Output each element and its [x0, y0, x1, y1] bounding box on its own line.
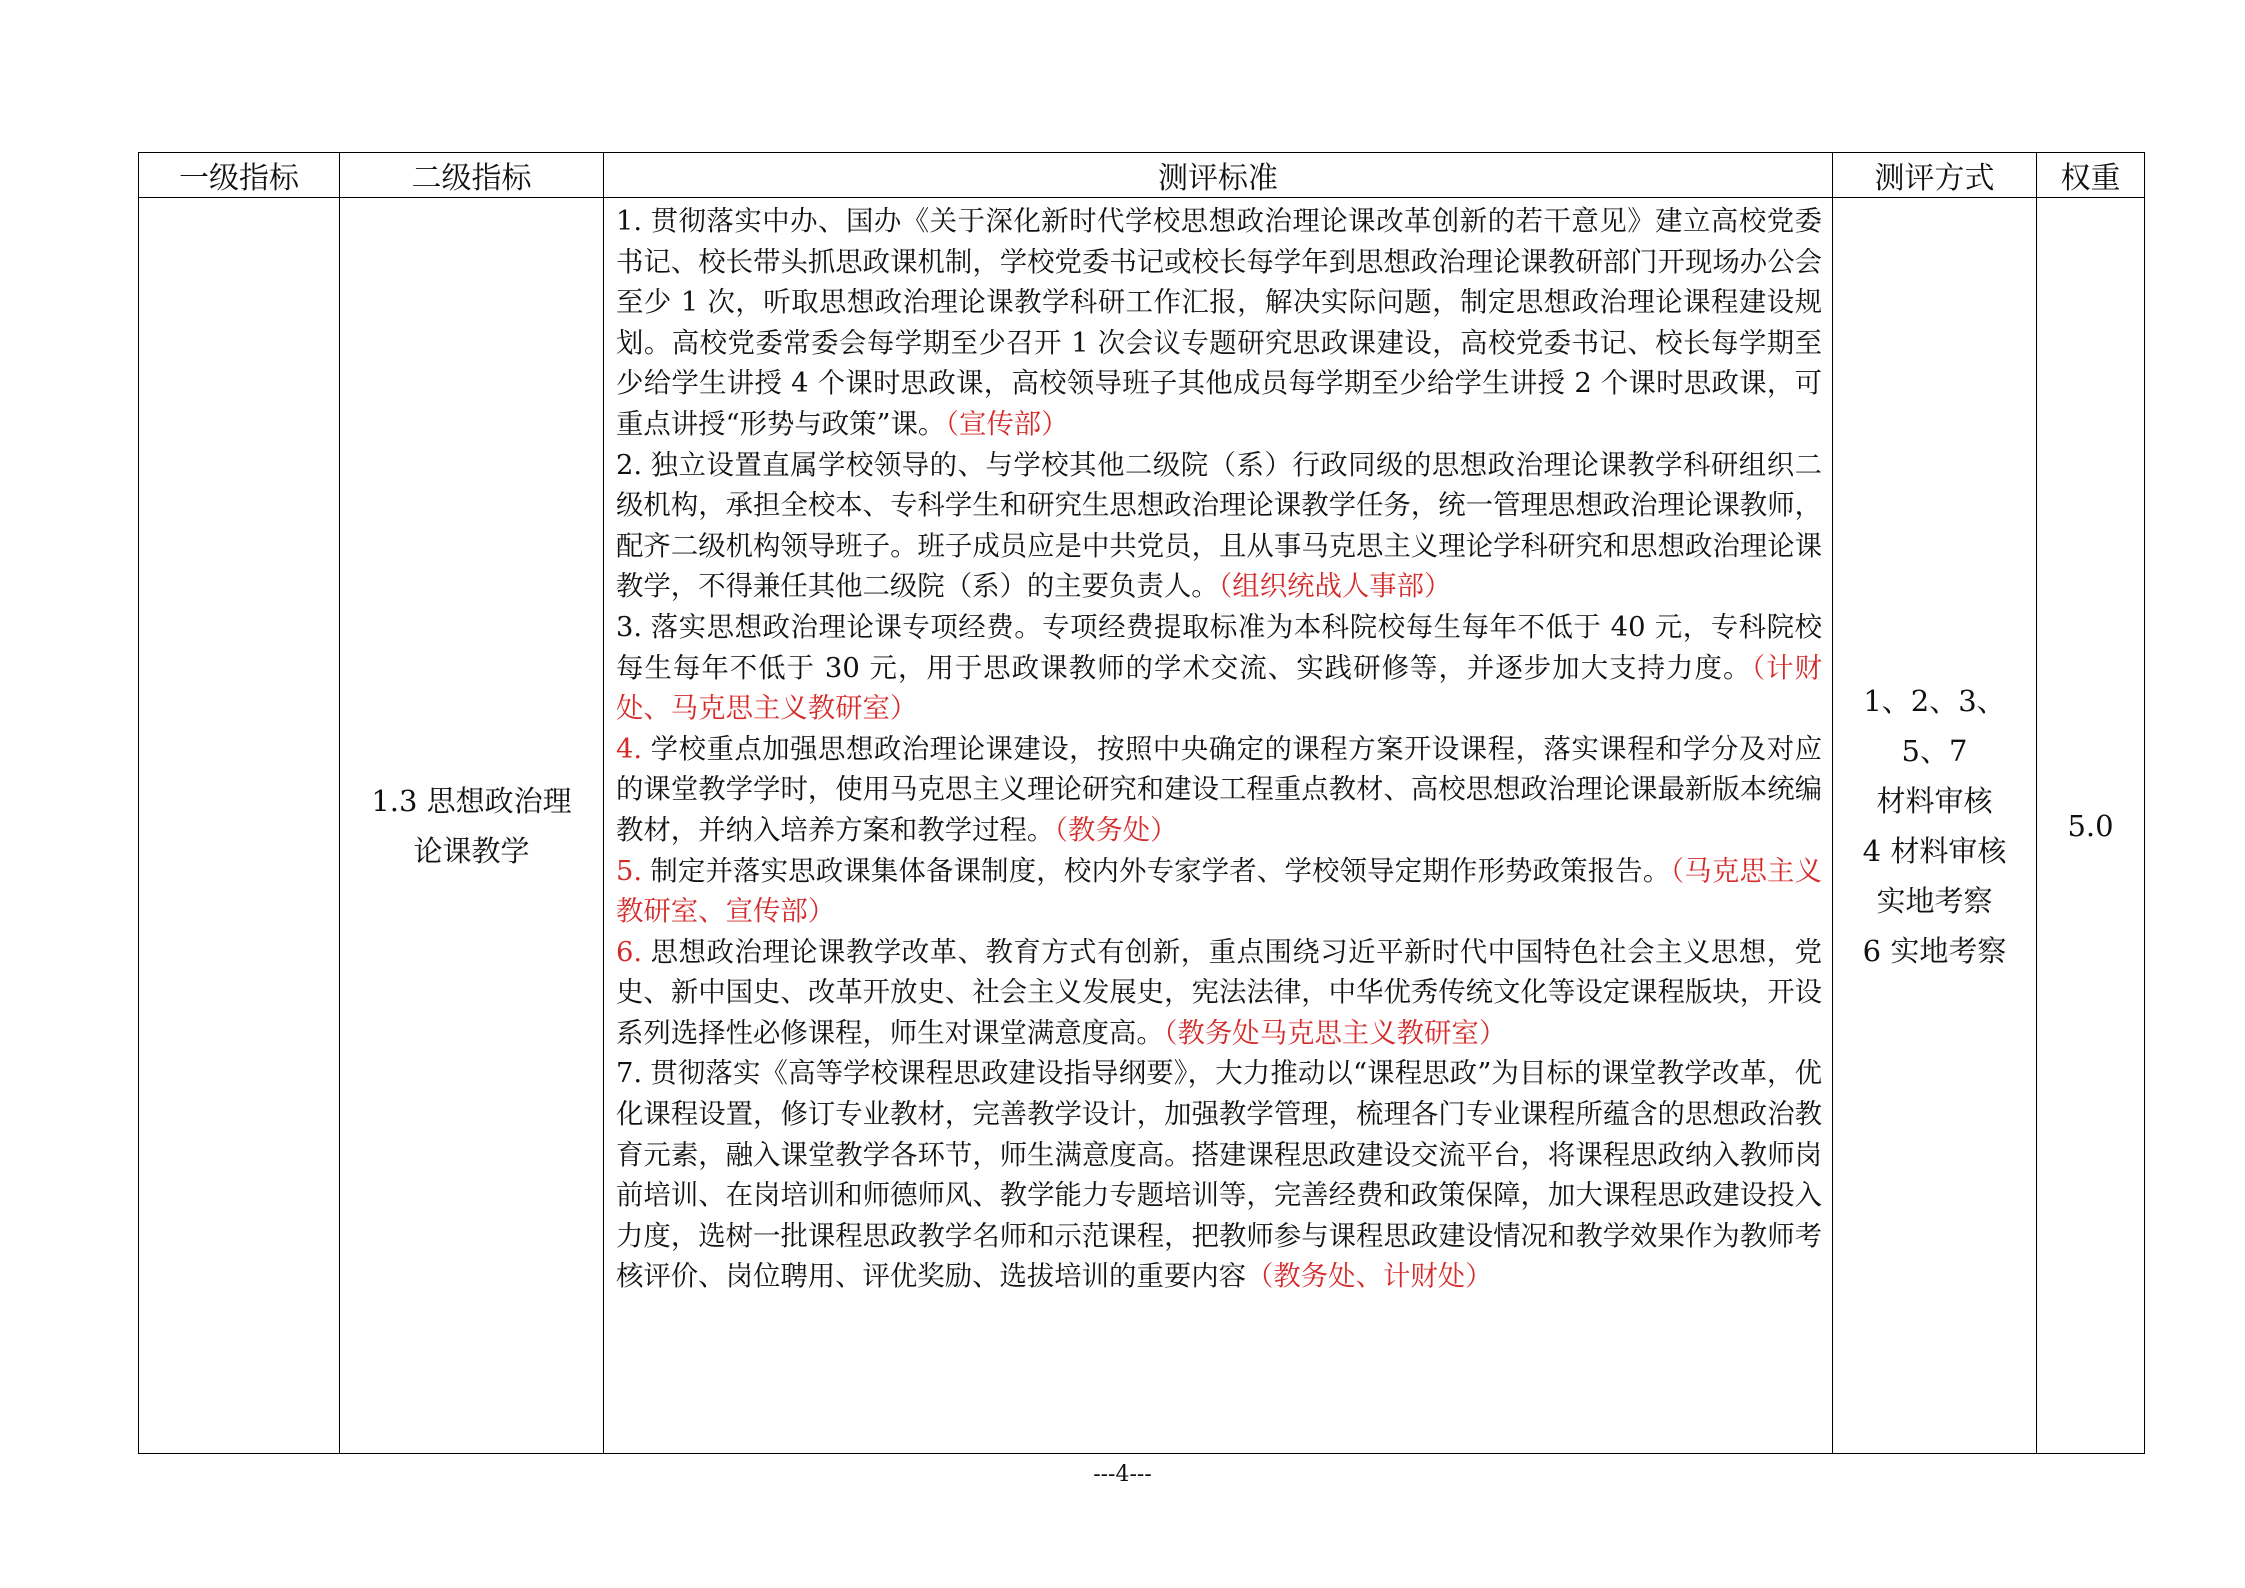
- table-row: [139, 198, 2145, 1454]
- item-department: （教务处）: [1054, 814, 1178, 846]
- table-header-row: [139, 153, 2145, 198]
- standard-item: [616, 933, 1822, 1055]
- item-text: 学校重点加强思想政治理论课建设，按照中央确定的课程方案开设课程，落实课程和学分及对应的课堂教学学时，使用马克思主义理论研究和建设工程重点教材、高校思想政治理论课最新版本统编教材，并纳入培养方案和教学过程。: [616, 733, 1822, 846]
- standard-item: [616, 730, 1822, 852]
- weight-cell: 5.0: [2037, 198, 2145, 1454]
- header-level1: 一级指标: [139, 153, 340, 198]
- item-text: 贯彻落实中办、国办《关于深化新时代学校思想政治理论课改革创新的若干意见》建立高校党委书记、校长带头抓思政课机制，学校党委书记或校长每学年到思想政治理论课教研部门开现场办公会至少 1 次，听取思想政治理论课教学科研工作汇报，解决实际问题，制定思想政治理论课程建设规划。高校党委常委会每学期至少召开 1 次会议专题研究思政课建设，高校党委书记、校长每学期至少给学生讲授 4 个课时思政课，高校领导班子其他成员每学期至少给学生讲授 2 个课时思政课，可重点讲授“形势与政策”课。: [616, 206, 1822, 440]
- header-weight: 权重: [2037, 153, 2145, 198]
- item-text: 落实思想政治理论课专项经费。专项经费提取标准为本科院校每生每年不低于 40 元，专科院校每生每年不低于 30 元，用于思政课教师的学术交流、实践研修等，并逐步加大支持力度。: [616, 611, 1822, 684]
- method-lines: [1834, 676, 2035, 976]
- method-line: 5、7: [1901, 733, 1968, 768]
- item-number: 2.: [616, 449, 643, 481]
- standard-item: [616, 1054, 1822, 1298]
- item-number: 1.: [616, 206, 643, 237]
- header-level2: 二级指标: [340, 153, 604, 198]
- item-number: 5.: [616, 855, 643, 887]
- item-text: 贯彻落实《高等学校课程思政建设指导纲要》，大力推动以“课程思政”为目标的课堂教学改革，优化课程设置，修订专业教材，完善教学设计，加强教学管理，梳理各门专业课程所蕴含的思想政治教育元素，融入课堂教学各环节，师生满意度高。搭建课程思政建设交流平台，将课程思政纳入教师岗前培训、在岗培训和师德师风、教学能力专题培训等，完善经费和政策保障，加大课程思政建设投入力度，选树一批课程思政教学名师和示范课程，把教师参与课程思政建设情况和教学效果作为教师考核评价、岗位聘用、评优奖励、选拔培训的重要内容: [616, 1058, 1822, 1293]
- standard-items: [616, 202, 1822, 1298]
- standard-item: [616, 202, 1822, 446]
- method-cell: [1833, 198, 2037, 1454]
- item-text: 制定并落实思政课集体备课制度，校内外专家学者、学校领导定期作形势政策报告。: [650, 855, 1671, 887]
- standard-cell: [604, 198, 1833, 1454]
- standard-item: [616, 608, 1822, 730]
- item-department: （宣传部）: [945, 408, 1069, 440]
- item-number: 4.: [616, 733, 643, 765]
- item-department: （组织统战人事部）: [1218, 571, 1452, 603]
- item-number: 6.: [616, 936, 643, 968]
- evaluation-table: [138, 152, 2145, 1454]
- method-line: 4 材料审核: [1862, 833, 2007, 868]
- method-line: 实地考察: [1876, 883, 1993, 918]
- item-text: 思想政治理论课教学改革、教育方式有创新，重点围绕习近平新时代中国特色社会主义思想，党史、新中国史、改革开放史、社会主义发展史，宪法法律，中华优秀传统文化等设定课程版块，开设系列选择性必修课程，师生对课堂满意度高。: [616, 936, 1822, 1049]
- method-line: 材料审核: [1876, 783, 1993, 818]
- header-standard: 测评标准: [604, 153, 1833, 198]
- item-department: （马克思主义教研室、宣传部）: [616, 855, 1822, 928]
- item-department: （教务处马克思主义教研室）: [1163, 1017, 1507, 1049]
- level2-cell: 1.3 思想政治理论课教学: [340, 198, 604, 1454]
- item-number: 3.: [616, 611, 643, 643]
- item-department: （教务处、计财处）: [1246, 1261, 1493, 1293]
- page-number: ---4---: [1093, 1462, 1152, 1487]
- standard-item: [616, 446, 1822, 608]
- header-method: 测评方式: [1833, 153, 2037, 198]
- item-text: 独立设置直属学校领导的、与学校其他二级院（系）行政同级的思想政治理论课教学科研组织二级机构，承担全校本、专科学生和研究生思想政治理论课教学任务，统一管理思想政治理论课教师，配齐二级机构领导班子。班子成员应是中共党员，且从事马克思主义理论学科研究和思想政治理论课教学，不得兼任其他二级院（系）的主要负责人。: [616, 449, 1822, 603]
- item-number: 7.: [616, 1058, 643, 1090]
- method-line: 6 实地考察: [1862, 933, 2007, 968]
- item-department: （计财处、马克思主义教研室）: [616, 652, 1822, 725]
- standard-item: [616, 852, 1822, 933]
- level1-cell: [139, 198, 340, 1454]
- method-line: 1、2、3、: [1863, 683, 2006, 718]
